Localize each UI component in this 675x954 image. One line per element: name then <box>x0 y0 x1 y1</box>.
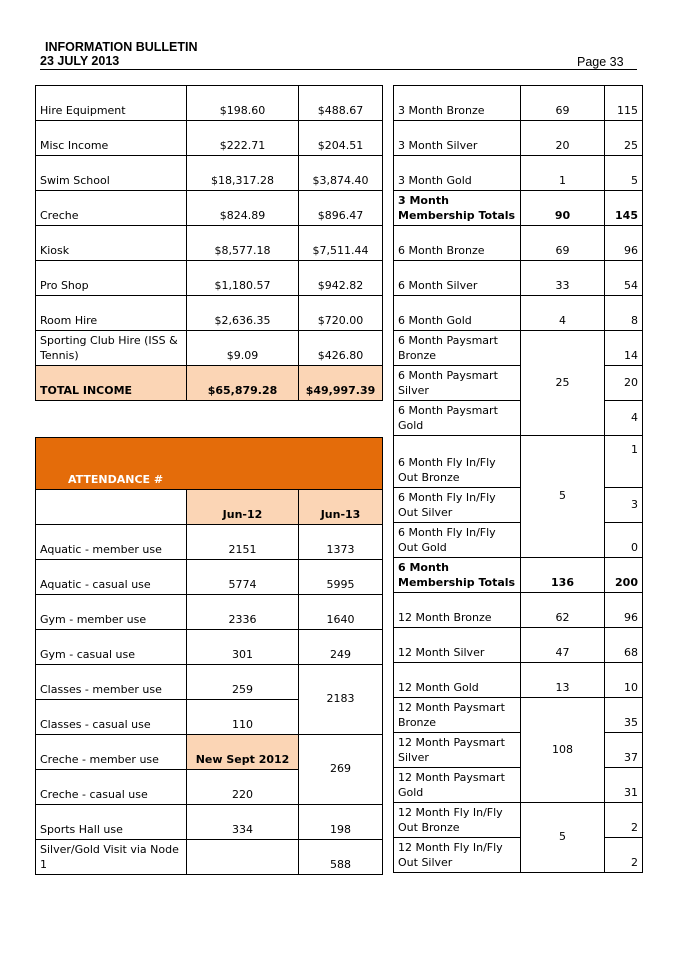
paysmart-12m-value: 108 <box>521 698 605 803</box>
attendance-title: ATTENDANCE # <box>36 438 383 490</box>
table-row <box>394 803 643 838</box>
table-row <box>36 331 383 366</box>
membership-value-a: 69 <box>521 86 605 121</box>
table-row <box>36 840 383 875</box>
attendance-value-a: 220 <box>187 770 299 805</box>
income-value-a: $9.09 <box>187 331 299 366</box>
membership-label: 12 Month Silver <box>394 628 521 663</box>
table-row <box>36 490 383 525</box>
table-row <box>36 560 383 595</box>
attendance-value-a: 2151 <box>187 525 299 560</box>
table-row <box>394 86 643 121</box>
membership-value-b: 14 <box>605 331 643 366</box>
membership-label: 6 Month Paysmart Silver <box>394 366 521 401</box>
membership-label: 3 Month Gold <box>394 156 521 191</box>
income-value-b: $3,874.40 <box>299 156 383 191</box>
membership-total-b: 145 <box>605 191 643 226</box>
attendance-value-b: 249 <box>299 630 383 665</box>
income-label: Misc Income <box>36 121 187 156</box>
table-row <box>394 663 643 698</box>
income-value-a: $2,636.35 <box>187 296 299 331</box>
attendance-value-b: 5995 <box>299 560 383 595</box>
table-row <box>36 156 383 191</box>
bulletin-title: INFORMATION BULLETIN <box>45 40 198 54</box>
income-label: Pro Shop <box>36 261 187 296</box>
membership-label: 6 Month Gold <box>394 296 521 331</box>
table-row <box>394 331 643 366</box>
table-row <box>36 595 383 630</box>
fifo-12m-value: 5 <box>521 803 605 873</box>
table-row <box>394 523 643 558</box>
membership-label: 12 Month Fly In/Fly Out Silver <box>394 838 521 873</box>
membership-label: 12 Month Paysmart Bronze <box>394 698 521 733</box>
creche-new-badge: New Sept 2012 <box>187 735 299 770</box>
attendance-label: Aquatic - casual use <box>36 560 187 595</box>
membership-value-b: 2 <box>605 838 643 873</box>
table-row <box>36 121 383 156</box>
table-row <box>36 296 383 331</box>
membership-value-a: 4 <box>521 296 605 331</box>
income-value-b: $426.80 <box>299 331 383 366</box>
membership-value-a: 20 <box>521 121 605 156</box>
attendance-col-b: Jun-13 <box>299 490 383 525</box>
income-value-b: $942.82 <box>299 261 383 296</box>
membership-value-b: 4 <box>605 401 643 436</box>
table-row <box>394 191 643 226</box>
membership-value-b: 8 <box>605 296 643 331</box>
table-row <box>394 296 643 331</box>
attendance-col-a: Jun-12 <box>187 490 299 525</box>
attendance-label: Aquatic - member use <box>36 525 187 560</box>
income-value-b: $896.47 <box>299 191 383 226</box>
membership-label: 3 Month Bronze <box>394 86 521 121</box>
membership-value-b: 31 <box>605 768 643 803</box>
attendance-value-a: 301 <box>187 630 299 665</box>
membership-value-b: 68 <box>605 628 643 663</box>
table-row <box>394 156 643 191</box>
total-income-a: $65,879.28 <box>187 366 299 401</box>
attendance-label: Creche - member use <box>36 735 187 770</box>
attendance-label: Creche - casual use <box>36 770 187 805</box>
attendance-label: Classes - casual use <box>36 700 187 735</box>
table-row <box>394 593 643 628</box>
table-row <box>394 733 643 768</box>
attendance-table <box>35 437 383 875</box>
income-label: Sporting Club Hire (ISS & Tennis) <box>36 331 187 366</box>
membership-label: 12 Month Fly In/Fly Out Bronze <box>394 803 521 838</box>
membership-value-a: 33 <box>521 261 605 296</box>
table-row <box>394 226 643 261</box>
fifo-6m-value: 5 <box>521 436 605 558</box>
table-row <box>394 366 643 401</box>
membership-value-a: 47 <box>521 628 605 663</box>
header-rule <box>40 69 637 70</box>
membership-label: 12 Month Paysmart Gold <box>394 768 521 803</box>
membership-value-b: 1 <box>605 436 643 488</box>
membership-value-a: 13 <box>521 663 605 698</box>
table-row <box>394 401 643 436</box>
income-table <box>35 85 383 401</box>
membership-label: 12 Month Bronze <box>394 593 521 628</box>
income-value-b: $488.67 <box>299 86 383 121</box>
membership-value-b: 0 <box>605 523 643 558</box>
membership-value-b: 96 <box>605 226 643 261</box>
attendance-label: Sports Hall use <box>36 805 187 840</box>
membership-value-b: 5 <box>605 156 643 191</box>
membership-value-b: 25 <box>605 121 643 156</box>
table-row <box>36 191 383 226</box>
membership-value-b: 115 <box>605 86 643 121</box>
table-row <box>36 261 383 296</box>
income-value-a: $8,577.18 <box>187 226 299 261</box>
income-value-b: $720.00 <box>299 296 383 331</box>
membership-label: 6 Month Bronze <box>394 226 521 261</box>
table-row <box>394 121 643 156</box>
membership-value-a: 69 <box>521 226 605 261</box>
attendance-value-a: 5774 <box>187 560 299 595</box>
classes-combined-value: 2183 <box>299 665 383 735</box>
table-row <box>394 768 643 803</box>
attendance-label: Gym - casual use <box>36 630 187 665</box>
membership-total-label: 6 Month Membership Totals <box>394 558 521 593</box>
table-row <box>394 838 643 873</box>
total-income-b: $49,997.39 <box>299 366 383 401</box>
income-value-a: $1,180.57 <box>187 261 299 296</box>
income-label: Hire Equipment <box>36 86 187 121</box>
page-number: Page 33 <box>577 55 624 69</box>
membership-label: 12 Month Gold <box>394 663 521 698</box>
table-row <box>394 698 643 733</box>
membership-total-label: 3 Month Membership Totals <box>394 191 521 226</box>
attendance-value-a: 110 <box>187 700 299 735</box>
attendance-value-a: 2336 <box>187 595 299 630</box>
membership-value-b: 35 <box>605 698 643 733</box>
attendance-value-a: 259 <box>187 665 299 700</box>
membership-label: 6 Month Paysmart Gold <box>394 401 521 436</box>
attendance-label: Silver/Gold Visit via Node 1 <box>36 840 187 875</box>
income-label: Kiosk <box>36 226 187 261</box>
table-row <box>36 735 383 770</box>
table-row <box>394 261 643 296</box>
membership-value-b: 96 <box>605 593 643 628</box>
membership-total-a: 136 <box>521 558 605 593</box>
attendance-value-b: 588 <box>299 840 383 875</box>
membership-label: 3 Month Silver <box>394 121 521 156</box>
attendance-value-b: 1640 <box>299 595 383 630</box>
income-value-b: $7,511.44 <box>299 226 383 261</box>
table-row <box>394 488 643 523</box>
income-value-b: $204.51 <box>299 121 383 156</box>
table-row <box>36 665 383 700</box>
table-row <box>36 525 383 560</box>
total-income-label: TOTAL INCOME <box>36 366 187 401</box>
membership-value-b: 20 <box>605 366 643 401</box>
income-value-a: $18,317.28 <box>187 156 299 191</box>
membership-value-b: 54 <box>605 261 643 296</box>
membership-total-b: 200 <box>605 558 643 593</box>
income-value-a: $222.71 <box>187 121 299 156</box>
membership-label: 6 Month Fly In/Fly Out Bronze <box>394 436 521 488</box>
table-row <box>36 86 383 121</box>
creche-combined-value: 269 <box>299 735 383 805</box>
table-row <box>394 436 643 488</box>
table-row <box>394 628 643 663</box>
attendance-value-a: 334 <box>187 805 299 840</box>
membership-value-b: 2 <box>605 803 643 838</box>
income-label: Creche <box>36 191 187 226</box>
income-label: Swim School <box>36 156 187 191</box>
attendance-label: Classes - member use <box>36 665 187 700</box>
table-row <box>36 630 383 665</box>
membership-value-a: 1 <box>521 156 605 191</box>
membership-label: 6 Month Fly In/Fly Out Silver <box>394 488 521 523</box>
income-value-a: $198.60 <box>187 86 299 121</box>
membership-table <box>393 85 643 873</box>
table-row <box>36 226 383 261</box>
total-income-row <box>36 366 383 401</box>
membership-label: 12 Month Paysmart Silver <box>394 733 521 768</box>
bulletin-date: 23 JULY 2013 <box>40 54 120 68</box>
attendance-label: Gym - member use <box>36 595 187 630</box>
membership-value-b: 37 <box>605 733 643 768</box>
membership-total-a: 90 <box>521 191 605 226</box>
paysmart-6m-value: 25 <box>521 331 605 436</box>
membership-value-b: 3 <box>605 488 643 523</box>
attendance-value-b: 1373 <box>299 525 383 560</box>
membership-value-a: 62 <box>521 593 605 628</box>
membership-value-b: 10 <box>605 663 643 698</box>
attendance-value-a <box>187 840 299 875</box>
table-row <box>394 558 643 593</box>
attendance-value-b: 198 <box>299 805 383 840</box>
membership-label: 6 Month Paysmart Bronze <box>394 331 521 366</box>
attendance-corner <box>36 490 187 525</box>
membership-label: 6 Month Fly In/Fly Out Gold <box>394 523 521 558</box>
income-label: Room Hire <box>36 296 187 331</box>
membership-label: 6 Month Silver <box>394 261 521 296</box>
income-value-a: $824.89 <box>187 191 299 226</box>
table-row <box>36 805 383 840</box>
